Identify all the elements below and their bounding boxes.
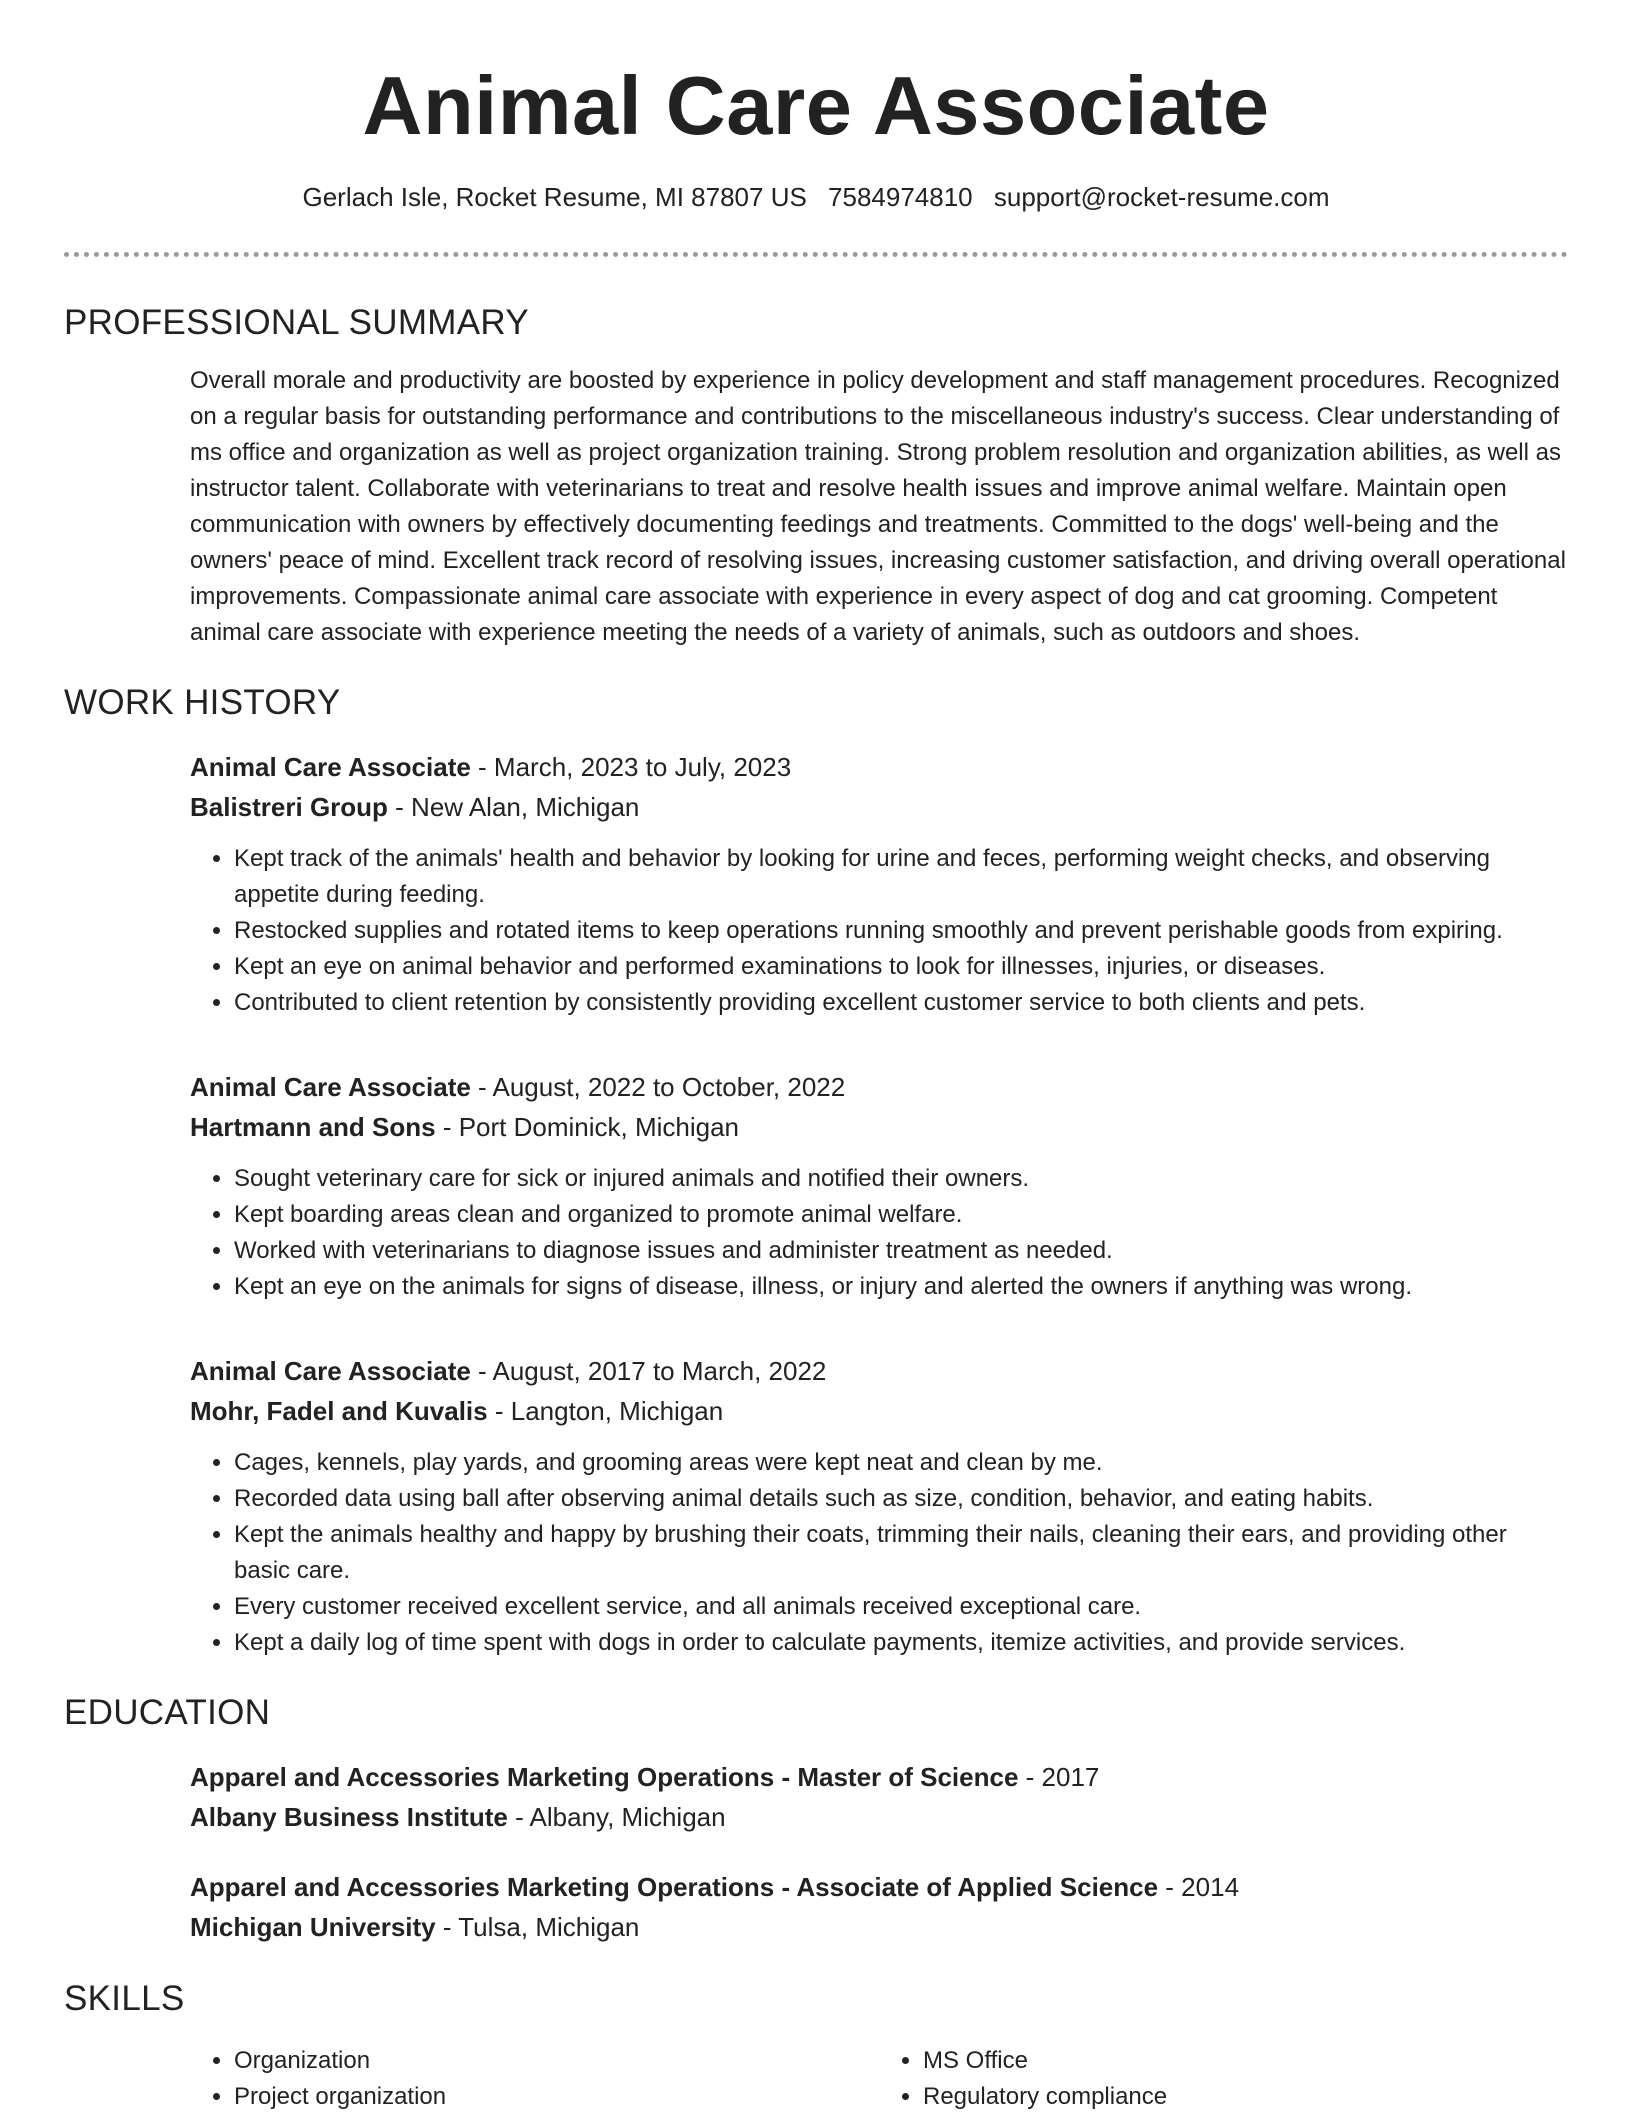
- job-role: Animal Care Associate: [190, 752, 471, 782]
- education-school-line: [190, 1797, 1568, 1837]
- job-role: Animal Care Associate: [190, 1356, 471, 1386]
- education-entry: [190, 1757, 1568, 1837]
- list-item: • Worked with veterinarians to diagnose issues and administer treatment as needed.: [234, 1233, 1568, 1269]
- resume-name: Animal Care Associate: [362, 59, 1270, 152]
- education-year: - 2017: [1018, 1762, 1100, 1792]
- education-list: [64, 1757, 1568, 1947]
- list-item: • Kept an eye on the animals for signs of disease, illness, or injury and alerted the owners if anything was wrong.: [234, 1269, 1568, 1305]
- job-bullets: [190, 1445, 1568, 1661]
- contact-address: Gerlach Isle, Rocket Resume, MI 87807 US: [302, 182, 807, 212]
- job-title-line: [190, 1067, 1568, 1107]
- job-company: Hartmann and Sons: [190, 1112, 436, 1142]
- job-entry: [190, 747, 1568, 1021]
- skills-heading: SKILLS: [64, 1979, 185, 2018]
- contact-line: [64, 180, 1568, 214]
- education-heading: EDUCATION: [64, 1693, 271, 1732]
- job-role: Animal Care Associate: [190, 1072, 471, 1102]
- education-location: - Tulsa, Michigan: [435, 1912, 640, 1942]
- job-title-line: [190, 747, 1568, 787]
- work-history-heading: WORK HISTORY: [64, 683, 341, 722]
- list-item: • Kept the animals healthy and happy by brushing their coats, trimming their nails, cleaning their ears, and providing other basic care.: [234, 1517, 1568, 1589]
- list-item: • Restocked supplies and rotated items to keep operations running smoothly and prevent perishable goods from expiring.: [234, 913, 1568, 949]
- list-item: • Contributed to client retention by consistently providing excellent customer service to both clients and pets.: [234, 985, 1568, 1021]
- job-bullets: [190, 841, 1568, 1021]
- list-item: • Recorded data using ball after observing animal details such as size, condition, behavior, and eating habits.: [234, 1481, 1568, 1517]
- job-title-line: [190, 1351, 1568, 1391]
- job-location: - Langton, Michigan: [487, 1396, 724, 1426]
- summary-heading: PROFESSIONAL SUMMARY: [64, 303, 529, 342]
- contact-phone: 7584974810: [828, 182, 973, 212]
- job-company-line: [190, 1391, 1568, 1431]
- list-item: • Sought veterinary care for sick or injured animals and notified their owners.: [234, 1161, 1568, 1197]
- list-item: • Kept an eye on animal behavior and performed examinations to look for illnesses, injuries, or diseases.: [234, 949, 1568, 985]
- education-school: Albany Business Institute: [190, 1802, 508, 1832]
- list-item: • Kept boarding areas clean and organized to promote animal welfare.: [234, 1197, 1568, 1233]
- education-degree: Apparel and Accessories Marketing Operations - Master of Science: [190, 1762, 1019, 1792]
- education-entry: [190, 1867, 1568, 1947]
- job-location: - New Alan, Michigan: [387, 792, 640, 822]
- job-dates: - August, 2017 to March, 2022: [470, 1356, 827, 1386]
- list-item: • Every customer received excellent service, and all animals received exceptional care.: [234, 1589, 1568, 1625]
- contact-email: support@rocket-resume.com: [993, 182, 1330, 212]
- list-item: • Cages, kennels, play yards, and grooming areas were kept neat and clean by me.: [234, 1445, 1568, 1481]
- summary-text: Overall morale and productivity are boosted by experience in policy development and staff management procedures. Recognized on a regular basis for outstanding performance and contributions to the miscellaneous industry's success. Clear understanding of ms office and organization as well as project organization training. Strong problem resolution and organization abilities, as well as instructor talent. Collaborate with veterinarians to treat and resolve health issues and improve animal welfare. Maintain open communication with owners by effectively documenting feedings and treatments. Committed to the dogs' well-being and the owners' peace of mind. Excellent track record of resolving issues, increasing customer satisfaction, and driving overall operational improvements. Compassionate animal care associate with experience in every aspect of dog and cat grooming. Competent animal care associate with experience meeting the needs of a variety of animals, such as outdoors and shoes.: [190, 367, 1566, 646]
- job-company-line: [190, 1107, 1568, 1147]
- skills-column-left: [190, 2043, 879, 2115]
- education-school: Michigan University: [190, 1912, 436, 1942]
- list-item: • Kept track of the animals' health and behavior by looking for urine and feces, performing weight checks, and observing appetite during feeding.: [234, 841, 1568, 913]
- education-location: - Albany, Michigan: [507, 1802, 726, 1832]
- job-bullets: [190, 1161, 1568, 1305]
- job-entry: [190, 1351, 1568, 1661]
- job-company-line: [190, 787, 1568, 827]
- list-item: • Kept a daily log of time spent with dogs in order to calculate payments, itemize activities, and provide services.: [234, 1625, 1568, 1661]
- education-school-line: [190, 1907, 1568, 1947]
- skill-item: • MS Office: [923, 2043, 1568, 2079]
- education-degree-line: [190, 1867, 1568, 1907]
- job-location: - Port Dominick, Michigan: [435, 1112, 740, 1142]
- job-company: Balistreri Group: [190, 792, 388, 822]
- skills-list: [190, 2043, 1568, 2115]
- education-year: - 2014: [1158, 1872, 1240, 1902]
- skill-item: • Organization: [234, 2043, 879, 2079]
- job-entry: [190, 1067, 1568, 1305]
- work-history-list: [64, 747, 1568, 1661]
- job-dates: - August, 2022 to October, 2022: [470, 1072, 846, 1102]
- skills-column-right: [879, 2043, 1568, 2115]
- job-company: Mohr, Fadel and Kuvalis: [190, 1396, 488, 1426]
- header-divider: [64, 252, 1568, 257]
- skill-item: • Regulatory compliance: [923, 2079, 1568, 2115]
- education-degree: Apparel and Accessories Marketing Operations - Associate of Applied Science: [190, 1872, 1159, 1902]
- education-degree-line: [190, 1757, 1568, 1797]
- job-dates: - March, 2023 to July, 2023: [470, 752, 792, 782]
- skill-item: • Project organization: [234, 2079, 879, 2115]
